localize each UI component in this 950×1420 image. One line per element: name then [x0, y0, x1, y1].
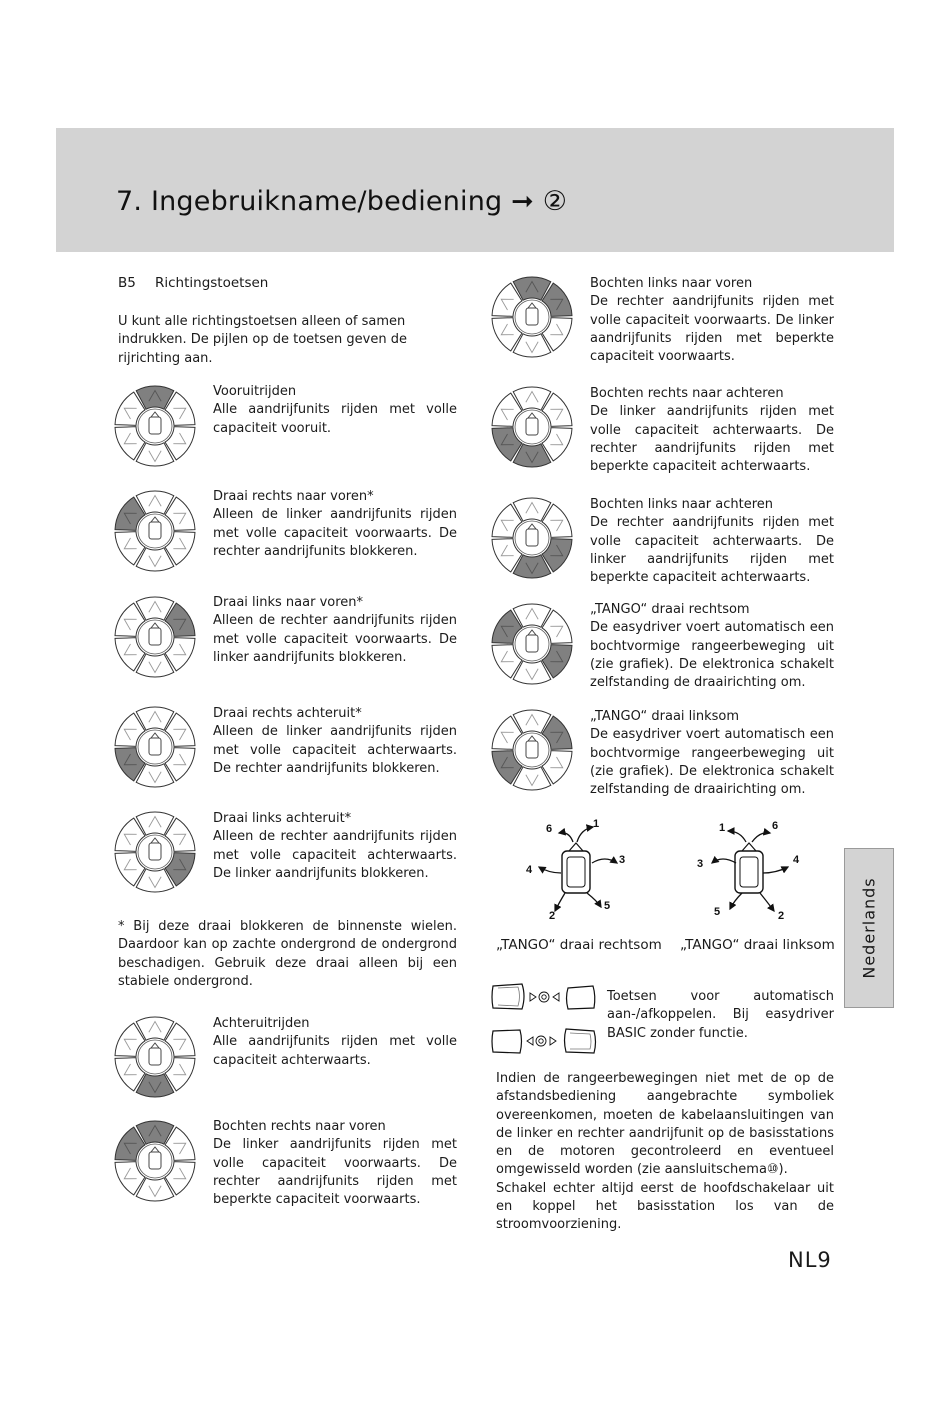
language-tab-label: Nederlands [859, 877, 879, 979]
section-title: Richtingstoetsen [155, 275, 269, 291]
tango-linksom-diagram [690, 815, 830, 921]
item-title: Bochten rechts naar achteren [590, 386, 784, 401]
item-text: Alleen de linker aandrijfunits rijden met volle capaciteit achterwaarts. De rechter aandrijfunits blokkeren. [213, 724, 457, 776]
dpad-center [138, 730, 172, 764]
item-bochten-links-achteren [590, 496, 834, 587]
tango-label: 6 [546, 823, 553, 835]
tango-label: 2 [549, 910, 556, 921]
item-text: De linker aandrijfunits rijden met volle capaciteit achterwaarts. De rechter aandrijfunits rijden met beperkte capaciteit achterwaarts. [590, 404, 834, 475]
item-text: De rechter aandrijfunits rijden met volle capaciteit achterwaarts. De linker aandrijfunits rijden met beperkte capaciteit achterwaarts. [590, 515, 834, 586]
item-title: Vooruitrijden [213, 384, 297, 399]
coupling-keys-text: Toetsen voor automatisch aan-/afkoppelen. Bij easydriver BASIC zonder functie. [607, 989, 834, 1041]
item-title: „TANGO“ draai linksom [590, 709, 740, 724]
item-text: Alle aandrijfunits rijden met volle capaciteit vooruit. [213, 402, 457, 436]
dpad-center [515, 300, 549, 334]
safety-paragraph: Schakel echter altijd eerst de hoofdschakelaar uit en koppel het basisstation los van de stroomvoorziening. [496, 1180, 834, 1233]
tango-label: 4 [526, 864, 533, 876]
dpad-bocht-rechts-achteren [490, 378, 574, 476]
item-achteruitrijden [213, 1015, 457, 1070]
item-title: Draai rechts achteruit* [213, 706, 362, 721]
remote-icon [735, 843, 763, 893]
item-text: Alleen de linker aandrijfunits rijden met volle capaciteit voorwaarts. De rechter aandrijfunits blokkeren. [213, 507, 457, 559]
tango-label: 3 [697, 858, 704, 870]
dpad-draai-links-voren [113, 588, 197, 686]
item-draai-links-voren [213, 594, 457, 667]
item-draai-rechts-achteruit [213, 705, 457, 778]
dpad-achteruit [113, 1008, 197, 1106]
item-text: De linker aandrijfunits rijden met volle capaciteit voorwaarts. De rechter aandrijfunits rijden met beperkte capaciteit voorwaarts. [213, 1137, 457, 1208]
dpad-draai-rechts-achteruit [113, 698, 197, 796]
dpad-bocht-rechts-voren [113, 1112, 197, 1210]
dpad-draai-links-achteruit [113, 803, 197, 901]
item-draai-rechts-voren [213, 488, 457, 561]
remote-icon [562, 843, 590, 893]
dpad-center [138, 620, 172, 654]
item-title: Achteruitrijden [213, 1016, 310, 1031]
dpad-draai-rechts-voren [113, 482, 197, 580]
wiring-paragraph: Indien de rangeerbewegingen niet met de op de afstandsbediening aangebrachte symboliek overeenkomen, moeten de kabelaansluitingen van de linker en rechter aandrijfunit op de basisstations en de motoren gecontroleerd en eventueel omgewisseld worden (zie aansluitschema⑩). [496, 1071, 834, 1178]
item-bochten-links-voren [590, 275, 834, 366]
tango-label: 1 [719, 822, 726, 834]
tango-linksom-caption: „TANGO“ draai linksom [680, 937, 835, 953]
dpad-center [138, 835, 172, 869]
section-heading [118, 275, 268, 291]
dpad-bocht-links-achteren [490, 489, 574, 587]
item-title: Bochten links naar achteren [590, 497, 774, 512]
page-number: NL9 [788, 1248, 832, 1272]
item-text: De easydriver voert automatisch een bochtvormige rangeerbeweging uit (zie grafiek). De elektronica schakelt zelfstanding de draairichting om. [590, 727, 834, 798]
dpad-center [138, 1040, 172, 1074]
tango-label: 3 [619, 854, 626, 866]
wiring-note [496, 1070, 834, 1235]
tango-rechtsom-diagram [515, 815, 655, 921]
item-text: Alleen de rechter aandrijfunits rijden met volle capaciteit voorwaarts. De linker aandrijfunits blokkeren. [213, 613, 457, 665]
item-title: Draai rechts naar voren* [213, 489, 374, 504]
dpad-bocht-links-voren [490, 268, 574, 366]
tango-label: 4 [793, 854, 800, 866]
tango-rechtsom-caption: „TANGO“ draai rechtsom [496, 937, 662, 953]
item-title: Bochten rechts naar voren [213, 1119, 386, 1134]
dpad-center [138, 514, 172, 548]
dpad-center [138, 409, 172, 443]
dpad-center [515, 733, 549, 767]
page-title: 7. Ingebruikname/bediening ➞ ② [116, 186, 568, 217]
tango-label: 5 [604, 900, 611, 912]
item-bochten-rechts-achteren [590, 385, 834, 476]
tango-label: 1 [593, 818, 600, 830]
dpad-vooruit [113, 377, 197, 475]
item-tango-linksom [590, 708, 834, 799]
dpad-tango-linksom [490, 701, 574, 799]
dpad-tango-rechtsom [490, 595, 574, 693]
item-title: „TANGO“ draai rechtsom [590, 602, 750, 617]
dpad-center [515, 627, 549, 661]
item-tango-rechtsom [590, 601, 834, 692]
dpad-center [515, 410, 549, 444]
tango-label: 5 [714, 906, 721, 918]
tango-label: 2 [778, 910, 785, 921]
section-number: B5 [118, 275, 136, 291]
coupling-key-right-icon [490, 1026, 598, 1056]
item-title: Draai links naar voren* [213, 595, 364, 610]
coupling-key-left-icon [490, 982, 598, 1012]
item-draai-links-achteruit [213, 810, 457, 883]
item-text: De easydriver voert automatisch een bochtvormige rangeerbeweging uit (zie grafiek). De elektronica schakelt zelfstanding de draairichting om. [590, 620, 834, 691]
intro-paragraph: U kunt alle richtingstoetsen alleen of samen indrukken. De pijlen op de toetsen geven de rijrichting aan. [118, 314, 407, 366]
footnote: * Bij deze draai blokkeren de binnenste wielen. Daardoor kan op zachte ondergrond de ondergrond beschadigen. Gebruik deze draai alleen bij een stabiele ondergrond. [118, 919, 457, 989]
tango-label: 6 [772, 820, 779, 832]
dpad-center [138, 1144, 172, 1178]
dpad-center [515, 521, 549, 555]
item-title: Draai links achteruit* [213, 811, 352, 826]
language-tab [844, 848, 894, 1008]
item-bochten-rechts-voren [213, 1118, 457, 1209]
item-text: Alleen de rechter aandrijfunits rijden met volle capaciteit achterwaarts. De linker aandrijfunits blokkeren. [213, 829, 457, 881]
item-text: De rechter aandrijfunits rijden met volle capaciteit voorwaarts. De linker aandrijfunits rijden met beperkte capaciteit voorwaarts. [590, 294, 834, 365]
item-text: Alle aandrijfunits rijden met volle capaciteit achterwaarts. [213, 1034, 457, 1068]
item-title: Bochten links naar voren [590, 276, 753, 291]
item-vooruitrijden [213, 383, 457, 438]
